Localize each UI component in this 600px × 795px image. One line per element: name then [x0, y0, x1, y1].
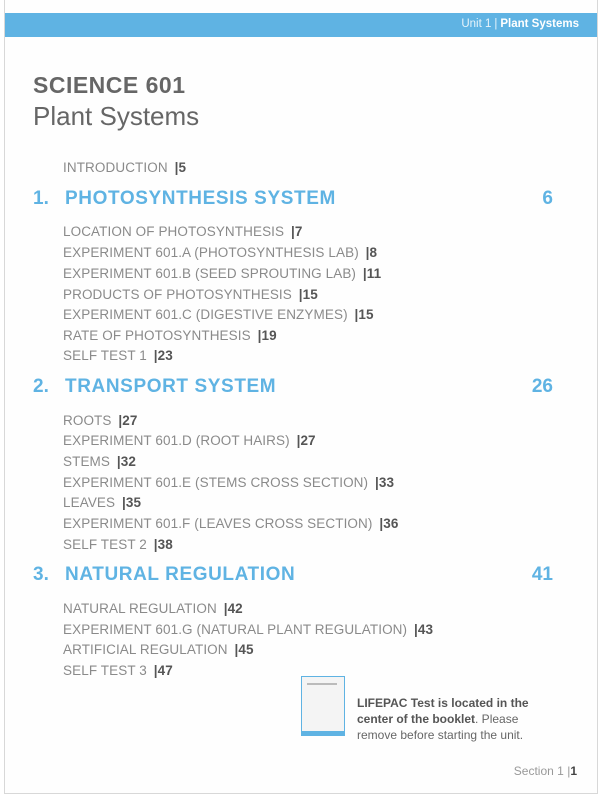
- toc-entry-label: EXPERIMENT 601.G (NATURAL PLANT REGULATION): [63, 622, 408, 637]
- toc-entry-page: 5: [178, 160, 187, 175]
- toc-entry-label: EXPERIMENT 601.D (ROOT HAIRS): [63, 433, 290, 448]
- toc-entry: [63, 537, 173, 552]
- toc-separator: |: [379, 516, 384, 531]
- page-subtitle: Plant Systems: [33, 101, 200, 131]
- header-separator: |: [494, 18, 498, 30]
- toc-entry-label: SELF TEST 2: [63, 537, 147, 552]
- toc-separator: |: [374, 475, 379, 490]
- toc-entry-page: 8: [369, 245, 378, 260]
- toc-entry: [63, 307, 374, 322]
- toc-separator: |: [116, 454, 121, 469]
- section-1-title: PHOTOSYNTHESIS SYSTEM: [65, 188, 336, 209]
- toc-entry: [63, 328, 277, 343]
- toc-entry-page: 19: [261, 328, 277, 343]
- toc-entry-label: PRODUCTS OF PHOTOSYNTHESIS: [63, 287, 292, 302]
- header-bar: [5, 13, 597, 37]
- toc-entry-label: LEAVES: [63, 495, 116, 510]
- section-1-page: 6: [542, 188, 553, 209]
- section-3-page: 41: [531, 564, 553, 585]
- footer-separator: |: [567, 764, 571, 778]
- toc-entry: [63, 245, 377, 260]
- toc-entry-label: EXPERIMENT 601.A (PHOTOSYNTHESIS LAB): [63, 245, 359, 260]
- toc-entry-page: 36: [383, 516, 399, 531]
- toc-entry-page: 35: [125, 495, 142, 510]
- toc-entry-label: EXPERIMENT 601.B (SEED SPROUTING LAB): [63, 266, 357, 281]
- page-title: SCIENCE 601: [33, 72, 186, 98]
- toc-entry: [63, 433, 316, 448]
- toc-entry-page: 45: [238, 642, 254, 657]
- toc-separator: |: [291, 224, 295, 239]
- unit-header: [461, 18, 579, 30]
- unit-label: Unit 1: [461, 18, 492, 30]
- unit-topic: Plant Systems: [500, 18, 579, 30]
- toc-entry-label: EXPERIMENT 601.E (STEMS CROSS SECTION): [63, 475, 369, 490]
- footer-section: Section 1: [513, 764, 564, 778]
- toc-entry-label: NATURAL REGULATION: [63, 601, 217, 616]
- toc-entry-page: 47: [157, 663, 173, 678]
- page-footer: [514, 764, 577, 778]
- toc-entry-label: ARTIFICIAL REGULATION: [63, 642, 228, 657]
- toc-separator: |: [362, 266, 367, 281]
- toc-entry-page: 42: [227, 601, 243, 616]
- toc-entry: [63, 224, 303, 239]
- toc-separator: |: [298, 287, 303, 302]
- toc-entry-page: 27: [300, 433, 316, 448]
- toc-entry-page: 27: [122, 413, 138, 428]
- toc-separator: |: [153, 348, 158, 363]
- toc-entry-label: LOCATION OF PHOTOSYNTHESIS: [63, 224, 285, 239]
- toc-entry-label: STEMS: [63, 454, 111, 469]
- section-2-page: 26: [531, 376, 553, 397]
- toc-separator: |: [414, 622, 418, 637]
- toc-entry-page: 23: [157, 348, 173, 363]
- toc-entry-page: 15: [302, 287, 318, 302]
- toc-separator: |: [118, 413, 123, 428]
- toc-entry: [63, 475, 394, 490]
- toc-entry: [63, 495, 141, 510]
- toc-entry-label: SELF TEST 1: [63, 348, 147, 363]
- toc-entry-label: EXPERIMENT 601.C (DIGESTIVE ENZYMES): [63, 307, 348, 322]
- page: [4, 0, 598, 794]
- section-3-number: 3.: [33, 564, 49, 585]
- toc-separator: |: [153, 537, 158, 552]
- footer-page-number: 1: [570, 764, 577, 778]
- toc-entry-page: 11: [366, 266, 382, 281]
- lifepac-note-rest: . Please remove before starting the unit.: [357, 712, 524, 742]
- toc-entry: [63, 454, 136, 469]
- toc-separator: |: [122, 495, 126, 510]
- toc-separator: |: [174, 160, 179, 175]
- toc-separator: |: [354, 307, 359, 322]
- toc-entry-introduction: [63, 160, 186, 175]
- booklet-edge: [302, 731, 344, 735]
- toc-entry: [63, 413, 137, 428]
- toc-entry-page: 32: [120, 454, 136, 469]
- toc-separator: |: [296, 433, 301, 448]
- toc-entry-page: 7: [294, 224, 303, 239]
- lifepac-note-bold: LIFEPAC Test is located in the center of the booklet: [357, 696, 529, 726]
- booklet-thumbnail-icon: [301, 676, 345, 736]
- toc-separator: |: [365, 245, 370, 260]
- toc-entry-page: 33: [378, 475, 395, 490]
- section-3-title: NATURAL REGULATION: [65, 564, 296, 585]
- toc-entry: [63, 622, 433, 637]
- toc-separator: |: [153, 663, 158, 678]
- toc-entry-label: ROOTS: [63, 413, 112, 428]
- toc-separator: |: [223, 601, 228, 616]
- toc-separator: |: [257, 328, 262, 343]
- toc-entry-label: RATE OF PHOTOSYNTHESIS: [63, 328, 251, 343]
- toc-entry-page: 15: [358, 307, 374, 322]
- toc-entry-page: 38: [157, 537, 173, 552]
- toc-entry: [63, 663, 173, 678]
- toc-entry: [63, 266, 381, 281]
- booklet-title-line: [307, 683, 337, 685]
- toc-entry: [63, 348, 173, 363]
- toc-entry: [63, 642, 254, 657]
- lifepac-note: [357, 695, 557, 743]
- toc-entry: [63, 601, 243, 616]
- toc-entry-page: 43: [417, 622, 434, 637]
- section-2-number: 2.: [33, 376, 49, 397]
- toc-entry: [63, 516, 398, 531]
- toc-separator: |: [234, 642, 239, 657]
- toc-entry-label: EXPERIMENT 601.F (LEAVES CROSS SECTION): [63, 516, 373, 531]
- toc-entry-label: SELF TEST 3: [63, 663, 147, 678]
- section-2-title: TRANSPORT SYSTEM: [65, 376, 277, 397]
- toc-entry-label: INTRODUCTION: [63, 160, 168, 175]
- section-1-number: 1.: [33, 188, 49, 209]
- toc-entry: [63, 287, 318, 302]
